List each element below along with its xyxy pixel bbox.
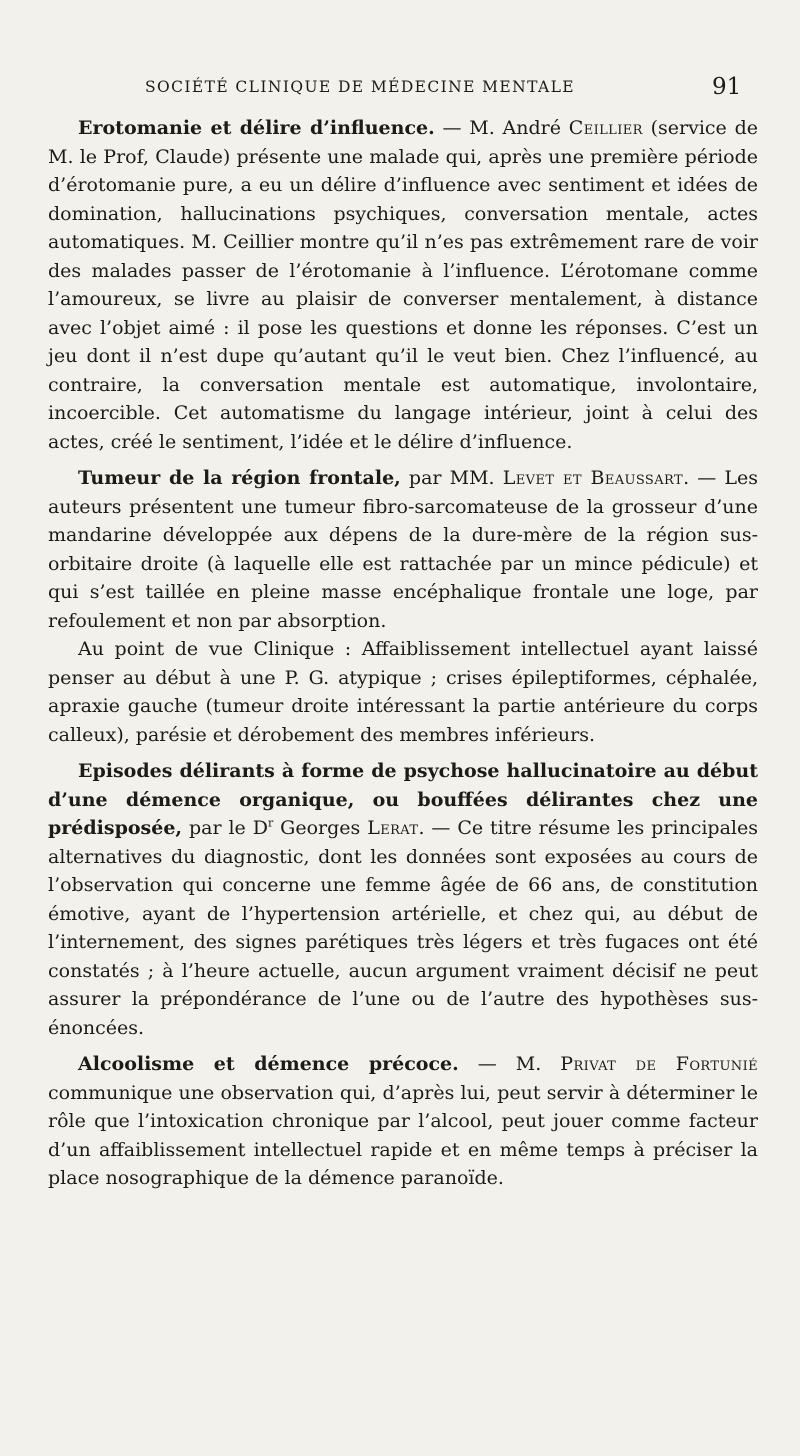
author-name: Ceillier <box>568 117 643 139</box>
author-prefix: par le D <box>182 817 268 839</box>
entry-alcoolisme <box>48 1050 758 1193</box>
entry-heading: Tumeur de la région frontale, <box>78 467 401 489</box>
entry-body: (service de M. le Prof, Claude) présente une malade qui, après une première période d’érotomanie pure, a eu un délire d’influence avec sentiment et idées de domination, hallucinations psychiques, conversation mentale, actes automatiques. M. Ceillier montre qu’il n’es pas extrêmement rare de voir des malades passer de l’érotomanie à l’influence. L’érotomane comme l’amoureux, se livre au plaisir de converser mentalement, à distance avec l’objet aimé : il pose les questions et donne les réponses. C’est un jeu dont il n’est dupe qu’autant qu’il le veut bien. Chez l’influencé, au contraire, la conversation mentale est automatique, involontaire, incoercible. Cet automatisme du langage intérieur, joint à celui des actes, créé le sentiment, l’idée et le délire d’influence. <box>48 117 758 453</box>
running-head <box>0 74 800 108</box>
page-number: 91 <box>712 74 742 100</box>
entry-body: communique une observation qui, d’après lui, peut servir à déterminer le rôle que l’intoxication chronique par l’alcool, peut jouer comme facteur d’un affaiblissement intellectuel rapide et en même temps à préciser la place nosographique de la démence paranoïde. <box>48 1081 758 1189</box>
author-prefix: — M. André <box>442 117 569 139</box>
entry-heading: Alcoolisme et démence précoce. <box>78 1053 459 1075</box>
author-prefix: par MM. <box>400 467 503 489</box>
author-name: Lerat <box>367 817 419 839</box>
paragraph-text: Au point de vue Clinique : Affaiblissement intellectuel ayant laissé penser au début à une P. G. atypique ; crises épileptiformes, céphalée, apraxie gauche (tumeur droite intéressant la partie antérieure du corps calleux), parésie et dérobement des membres inférieurs. <box>48 638 758 746</box>
author-name: Levet et Beaussart <box>502 467 684 489</box>
author-middle: Georges <box>273 817 368 839</box>
author-prefix: — M. <box>458 1053 561 1075</box>
entry-episodes <box>48 757 758 1042</box>
entry-body: . — Les auteurs présentent une tumeur fibro-sarcomateuse de la grosseur d’une mandarine développée aux dépens de la dure-mère de la région sus-orbitaire droite (à laquelle elle est rattachée par un mince pédicule) et qui s’est taillée en pleine masse encéphalique frontale une loge, par refoulement et non par absorption. <box>48 467 759 632</box>
running-title: SOCIÉTÉ CLINIQUE DE MÉDECINE MENTALE <box>145 78 575 96</box>
page-body <box>48 114 758 1201</box>
entry-heading: Erotomanie et délire d’influence. <box>78 117 435 139</box>
paragraph-clinique <box>48 635 758 749</box>
entry-tumeur <box>48 464 758 635</box>
entry-body: . — Ce titre résume les principales alternatives du diagnostic, dont les données sont exposées au cours de l’observation qui concerne une femme âgée de 66 ans, de constitution émotive, ayant de l’hypertension artérielle, et chez qui, au début de l’internement, des signes parétiques très légers et très fugaces ont été constatés ; à l’heure actuelle, aucun argument vraiment décisif ne peut assurer la prépondérance de l’une ou de l’autre des hypothèses sus-énoncées. <box>48 817 758 1039</box>
entry-erotomanie <box>48 114 758 456</box>
author-name: Privat de Fortunié <box>560 1053 758 1075</box>
entry-heading: Episodes délirants à forme de psychose hallucinatoire au début d’une démence organique, ou bouffées délirantes chez une prédisposée, <box>48 760 758 839</box>
author-superscript: r <box>267 816 274 830</box>
